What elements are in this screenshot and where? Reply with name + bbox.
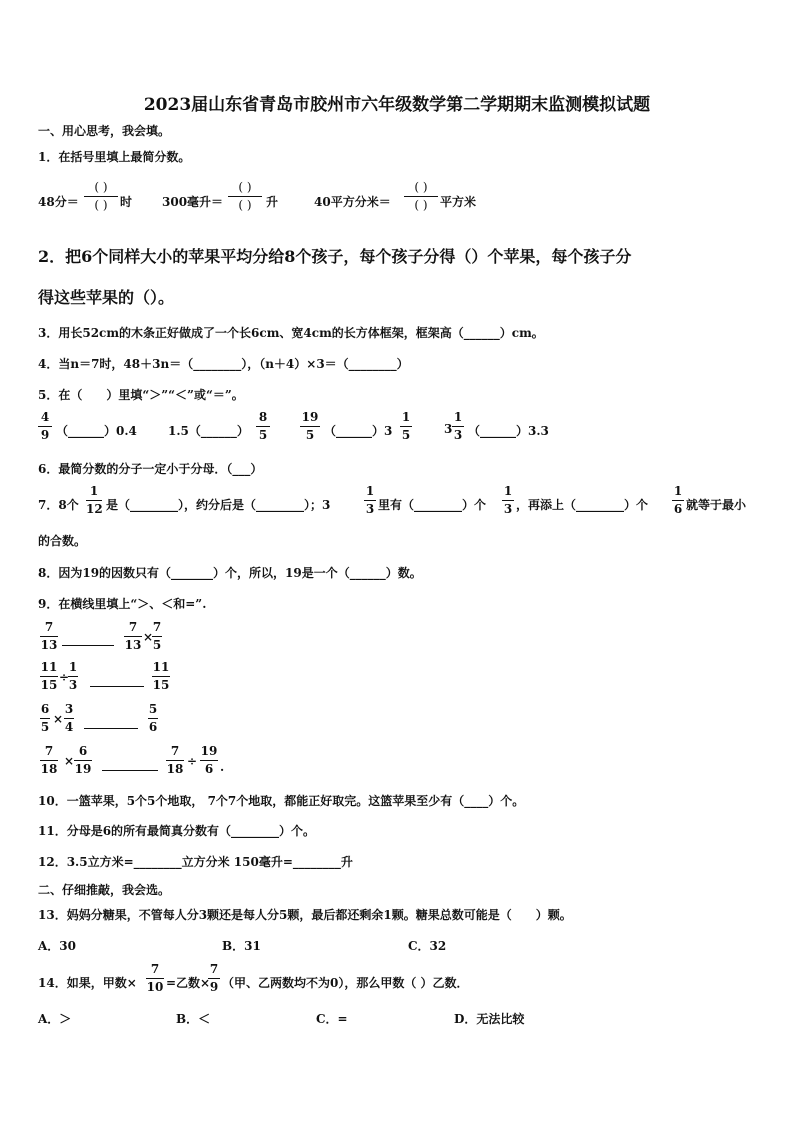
q5-compare-2[interactable]: 1.5（______）: [168, 424, 249, 438]
q7-part-5: 就等于最小: [686, 498, 747, 512]
q9-r1-fraction-a: 7 13: [40, 620, 58, 652]
q7-part-4: ，再添上（________）个: [516, 498, 649, 512]
q9-r3-fraction-a: 6 5: [40, 702, 50, 734]
q1-c-fraction-blank[interactable]: ( ) ( ): [404, 180, 438, 213]
q7-fraction-1-3-b: 1 3: [503, 484, 513, 516]
q9-r2-fraction-c: 11 15: [152, 660, 170, 692]
question-6: 6．最简分数的分子一定小于分母．（___）: [38, 462, 263, 476]
q9-r1-fraction-b: 7 13: [124, 620, 142, 652]
question-13-stem: 13．妈妈分糖果，不管每人分3颗还是每人分5颗，最后都还剩余1颗。糖果总数可能是（ ）颗。: [38, 908, 572, 922]
q5-whole-3: 3: [444, 422, 453, 436]
q9-r4-fraction-b: 6 19: [74, 744, 92, 776]
question-1-label: 1．在括号里填上最简分数。: [38, 150, 191, 164]
q9-r2-answer-line[interactable]: [90, 686, 144, 687]
q9-r1-operator: ×: [143, 630, 154, 644]
question-3: 3．用长52cm的木条正好做成了一个长6cm、宽4cm的长方体框架，框架高（______）cm。: [38, 326, 544, 340]
q13-option-b[interactable]: B．31: [222, 939, 261, 953]
q9-r3-operator: ×: [53, 712, 64, 726]
q9-r4-fraction-d: 19 6: [200, 744, 218, 776]
q9-r3-answer-line[interactable]: [84, 728, 138, 729]
question-4: 4．当n＝7时，48＋3n＝（________），（n＋4）×3＝（________）: [38, 357, 409, 371]
q14-fraction-7-10: 7 10: [146, 962, 164, 994]
q9-r4-answer-line[interactable]: [102, 770, 158, 771]
question-2-line-2: 得这些苹果的（）。: [38, 288, 175, 307]
q5-compare-4[interactable]: （______）3.3: [468, 424, 549, 438]
question-9-label: 9．在横线里填上“＞、＜和=”.: [38, 597, 207, 611]
q1-c-right: 平方米: [440, 195, 477, 209]
q7-part-3: 里有（________）个: [378, 498, 487, 512]
question-12: 12．3.5立方米=________立方分米 150毫升=________升: [38, 855, 353, 869]
q5-compare-1[interactable]: （______）0.4: [56, 424, 137, 438]
q1-b-fraction-blank[interactable]: ( ) ( ): [228, 180, 262, 213]
q1-b-right: 升: [266, 195, 279, 209]
q9-r4-operator: ×: [64, 754, 75, 768]
q9-r4-fraction-c: 7 18: [166, 744, 184, 776]
q5-fraction-1-5: 1 5: [401, 410, 411, 442]
q7-part-2: 是（________），约分后是（________）；3: [106, 498, 331, 512]
q9-r2-fraction-a: 11 15: [40, 660, 58, 692]
q1-c-left: 40平方分米＝: [314, 195, 391, 209]
question-11: 11．分母是6的所有最简真分数有（________）个。: [38, 824, 316, 838]
q9-r3-fraction-b: 3 4: [64, 702, 74, 734]
question-2-line-1: 2．把6个同样大小的苹果平均分给8个孩子，每个孩子分得（）个苹果，每个孩子分: [38, 247, 632, 266]
q14-option-c[interactable]: C．=: [316, 1012, 348, 1026]
q5-fraction-1-3: 1 3: [453, 410, 463, 442]
question-5-label: 5．在（ ）里填“＞”“＜”或“＝”。: [38, 388, 244, 402]
q13-option-c[interactable]: C．32: [408, 939, 447, 953]
q7-part-1: 7．8个: [38, 498, 79, 512]
question-8: 8．因为19的因数只有（_______）个，所以，19是一个（______）数。: [38, 566, 422, 580]
q1-b-left: 300毫升＝: [162, 195, 224, 209]
q14-part-2: =乙数×: [166, 976, 211, 990]
q5-fraction-4-9: 4 9: [38, 410, 52, 443]
q14-option-a[interactable]: A．＞: [38, 1012, 72, 1026]
q9-r1-answer-line[interactable]: [62, 645, 114, 646]
q14-fraction-7-9: 7 9: [209, 962, 219, 994]
q14-part-3: （甲、乙两数均不为0），那么甲数（ ）乙数．: [222, 976, 469, 990]
q9-r4-operator-2: ÷: [187, 754, 198, 768]
q7-fraction-1-12: 1 12: [86, 484, 103, 516]
q1-a-fraction-blank[interactable]: ( ) ( ): [84, 180, 118, 213]
page-title: 2023届山东省青岛市胶州市六年级数学第二学期期末监测模拟试题: [143, 95, 651, 115]
q14-option-d[interactable]: D．无法比较: [454, 1012, 525, 1026]
q9-r4-end: .: [220, 760, 225, 774]
q5-fraction-19-5: 19 5: [301, 410, 319, 442]
section-heading-1: 一、用心思考，我会填。: [38, 124, 171, 138]
question-10: 10．一篮苹果，5个5个地取， 7个7个地取，都能正好取完。这篮苹果至少有（____）个。: [38, 794, 525, 808]
q14-part-1: 14．如果，甲数×: [38, 976, 137, 990]
q9-r2-operator: ÷: [59, 670, 70, 684]
q14-option-b[interactable]: B．＜: [176, 1012, 211, 1026]
q1-a-left: 48分＝: [38, 195, 79, 209]
q7-line-2: 的合数。: [38, 534, 87, 548]
q9-r1-fraction-c: 7 5: [152, 620, 162, 652]
q9-r4-fraction-a: 7 18: [40, 744, 58, 776]
q7-fraction-1-3-a: 1 3: [365, 484, 375, 516]
q5-fraction-8-5: 8 5: [256, 410, 270, 443]
section-heading-2: 二、仔细推敲，我会选。: [38, 883, 171, 897]
q13-option-a[interactable]: A．30: [38, 939, 77, 953]
q7-fraction-1-6: 1 6: [673, 484, 683, 516]
q1-a-right: 时: [120, 195, 133, 209]
q5-compare-3[interactable]: （______）3: [324, 424, 393, 438]
q9-r2-fraction-b: 1 3: [68, 660, 78, 692]
q9-r3-fraction-c: 5 6: [148, 702, 158, 734]
